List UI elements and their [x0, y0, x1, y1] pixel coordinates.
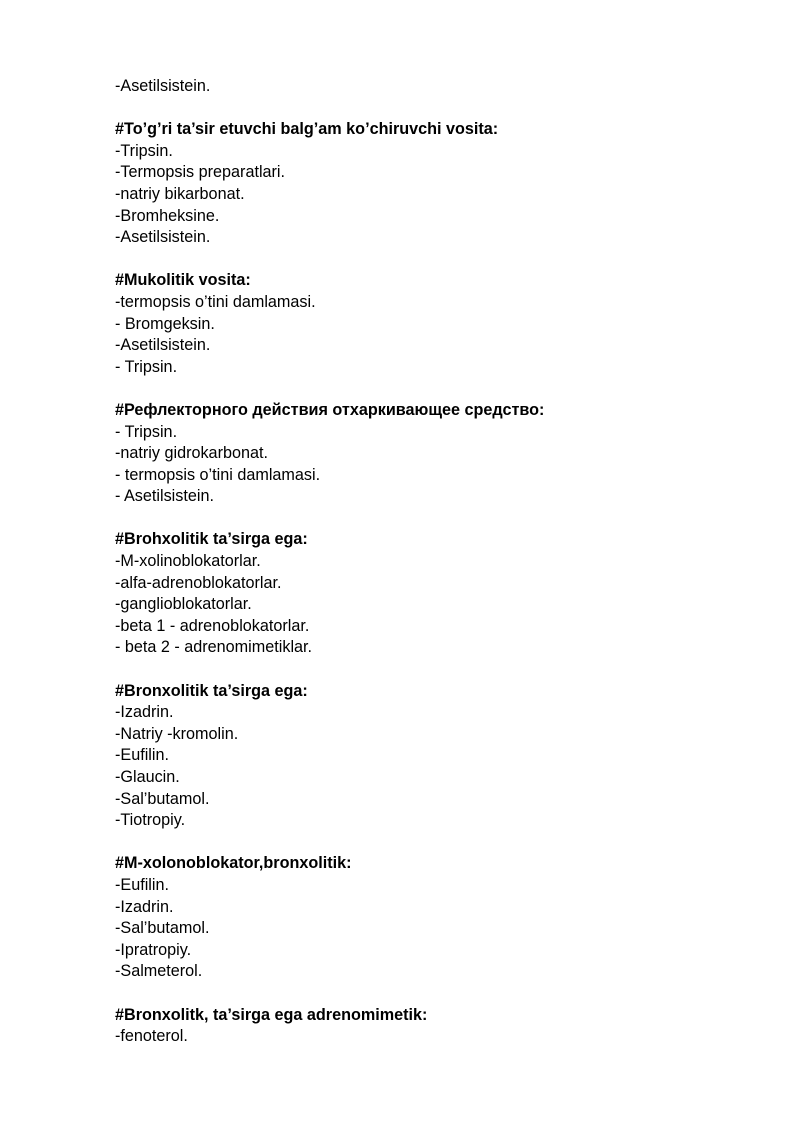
question-block	[115, 529, 755, 659]
question-block	[115, 681, 755, 832]
question-heading: #Рефлекторного действия отхаркивающее средство:	[115, 400, 545, 419]
answer-option: - Asetilsistein.	[115, 487, 214, 506]
spacer	[115, 378, 755, 400]
answer-option: -fenoterol.	[115, 1027, 188, 1046]
question-block	[115, 400, 755, 508]
spacer	[115, 508, 755, 530]
answer-option: -Eufilin.	[115, 746, 169, 765]
document-page	[115, 76, 755, 1048]
answer-option: -ganglioblokatorlar.	[115, 595, 252, 614]
question-heading: #M-xolonoblokator,bronxolitik:	[115, 854, 352, 873]
question-block	[115, 270, 755, 378]
answer-option: -Natriy -kromolin.	[115, 724, 239, 743]
answer-option: -Glaucin.	[115, 768, 180, 786]
spacer	[115, 659, 755, 681]
spacer	[115, 832, 755, 854]
answer-option: - Tripsin.	[115, 422, 178, 441]
question-block	[115, 853, 755, 983]
answer-option: -beta 1 - adrenoblokatorlar.	[115, 616, 310, 635]
question-heading: #Bronxolitik ta’sirga ega:	[115, 681, 308, 700]
answer-option: - Tripsin.	[115, 357, 178, 376]
answer-option: -Asetilsistein.	[115, 336, 211, 355]
answer-option: -Sal’butamol.	[115, 789, 210, 808]
question-block	[115, 119, 755, 249]
spacer	[115, 249, 755, 271]
question-block	[115, 1005, 755, 1048]
answer-option: -Asetilsistein.	[115, 228, 211, 247]
answer-option: -Izadrin.	[115, 703, 174, 722]
answer-option: -Ipratropiy.	[115, 940, 192, 959]
question-heading: #Mukolitik vosita:	[115, 271, 251, 290]
answer-option: - beta 2 - adrenomimetiklar.	[115, 638, 313, 657]
answer-option: -Termopsis preparatlari.	[115, 163, 286, 182]
answer-option: -natriy bikarbonat.	[115, 184, 245, 203]
answer-option: -M-xolinoblokatorlar.	[115, 552, 261, 571]
answer-option: -Tripsin.	[115, 141, 173, 160]
question-heading: #Brohxolitik ta’sirga ega:	[115, 530, 308, 549]
answer-option: -Izadrin.	[115, 897, 174, 916]
question-heading: #Bronxolitk, ta’sirga ega adrenomimetik:	[115, 1005, 428, 1024]
answer-option: -termopsis o’tini damlamasi.	[115, 292, 316, 311]
answer-option: -Eufilin.	[115, 875, 169, 894]
spacer	[115, 983, 755, 1005]
answer-option: -Sal’butamol.	[115, 919, 210, 938]
answer-option: -Salmeterol.	[115, 962, 203, 981]
question-list	[115, 119, 755, 1048]
answer-option: -Bromheksine.	[115, 206, 220, 225]
spacer	[115, 98, 755, 120]
answer-option: -alfa-adrenoblokatorlar.	[115, 573, 282, 592]
answer-option: - termopsis o’tini damlamasi.	[115, 465, 321, 484]
intro-line: -Asetilsistein.	[115, 77, 211, 95]
answer-option: - Bromgeksin.	[115, 314, 215, 333]
question-heading: #To’g’ri ta’sir etuvchi balg’am ko’chiruvchi vosita:	[115, 120, 499, 139]
answer-option: -Tiotropiy.	[115, 811, 186, 830]
answer-option: -natriy gidrokarbonat.	[115, 444, 268, 463]
